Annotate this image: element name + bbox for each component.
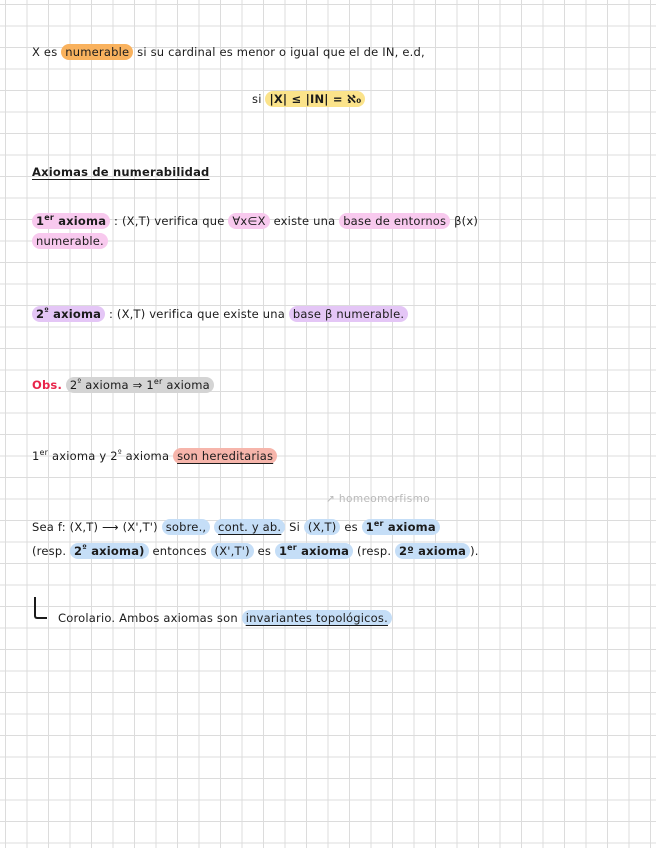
highlight-axiom-4: 2º axioma bbox=[395, 543, 470, 559]
axiom1-line1 bbox=[32, 210, 628, 229]
definition-line bbox=[32, 44, 628, 60]
axiom1-text: : (X,T) verifica que bbox=[114, 213, 225, 228]
highlight-obs-statement: $2^º$ axioma ⇒ 1er axioma bbox=[66, 377, 214, 393]
highlight-sobre: sobre., bbox=[162, 519, 211, 535]
axiom2-line bbox=[32, 303, 628, 322]
obs-label: Obs. bbox=[32, 377, 63, 392]
hereditary-line: 1er axioma y $2^º$ axioma son hereditarias bbox=[32, 445, 628, 464]
highlight-numerable-2: numerable. bbox=[32, 233, 108, 249]
section-heading: Axiomas de numerabilidad bbox=[32, 165, 210, 179]
highlight-forall: ∀x∈X bbox=[228, 213, 269, 229]
formula-line bbox=[252, 91, 628, 107]
sea-line1: Sea f: (X,T) ⟶ (X',T') sobre., cont. y ab. Si (X,T) es 1er axioma bbox=[32, 516, 628, 535]
sea-line2: (resp. $2^º$ axioma) entonces (X',T') es 1er axioma (resp. 2º axioma ). bbox=[32, 543, 479, 558]
highlight-base-entornos: base de entornos bbox=[339, 213, 450, 229]
highlight-axiom-3: 1er axioma bbox=[275, 543, 353, 559]
corollary-arrow-icon bbox=[34, 597, 47, 619]
axiom2-text: : (X,T) verifica que existe una bbox=[108, 306, 286, 321]
highlight-axiom-1: 1er axioma bbox=[362, 519, 440, 535]
margin-note-homeomorfismo: ↗ homeomorfismo bbox=[326, 493, 431, 505]
map-f: f: (X,T) ⟶ (X',T') bbox=[57, 519, 158, 534]
beta-x: β(x) bbox=[454, 213, 479, 228]
axiom2-label: $2^º$ axioma bbox=[32, 306, 105, 322]
highlight-cont-ab: cont. y ab. bbox=[214, 519, 285, 535]
axiom1-label: 1er axioma bbox=[32, 213, 110, 229]
highlight-invariantes: invariantes topológicos. bbox=[242, 610, 392, 626]
corollary-line: Corolario. Ambos axiomas son invariantes topológicos. bbox=[58, 610, 628, 626]
highlight-numerable: numerable bbox=[61, 44, 133, 60]
axiom1-line2 bbox=[32, 233, 628, 249]
definition-text: si su cardinal es menor o igual que el de IN, e.d, bbox=[137, 45, 425, 59]
highlight-axiom-2: $2^º$ axioma) bbox=[70, 543, 149, 559]
text-si: si bbox=[252, 92, 262, 106]
text-x-es: X es bbox=[32, 45, 58, 59]
axiom1-text2: existe una bbox=[273, 213, 336, 228]
obs-line bbox=[32, 374, 628, 393]
highlight-hereditarias: son hereditarias bbox=[173, 448, 277, 464]
highlight-xt-prime: (X',T') bbox=[211, 543, 254, 559]
highlight-xt: (X,T) bbox=[304, 519, 341, 535]
highlight-base-numerable: base β numerable. bbox=[289, 306, 408, 322]
highlight-formula: |X| ≤ |IN| = ℵ₀ bbox=[265, 91, 365, 107]
